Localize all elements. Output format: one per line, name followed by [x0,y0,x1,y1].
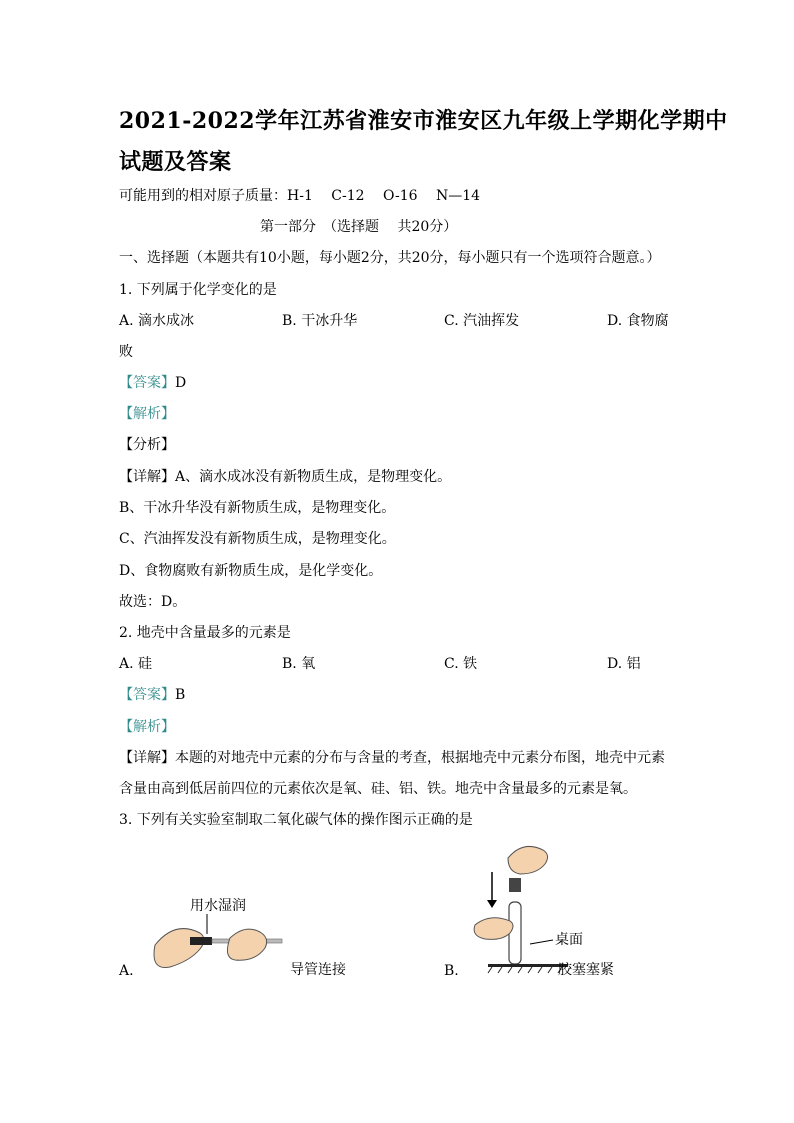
figure-b-label-bottom: 胶塞塞紧 [558,962,614,978]
q1-option-d: D. 食物腐 [607,313,669,329]
rubber-tube [190,937,212,945]
test-tube [509,902,521,964]
figure-b-stopper [470,840,645,985]
q1-answer-line [119,374,186,392]
q1-detail-d: D、食物腐败有新物质生成，是化学变化。 [119,563,383,579]
q1-option-a: A. 滴水成冰 [119,313,195,329]
q3-option-b: B. [444,963,459,979]
q1-option-c: C. 汽油挥发 [444,313,520,329]
rubber-stopper [509,878,521,892]
part-header: 第一部分 （选择题 共20分） [260,219,458,235]
answer-tag: 【答案】 [119,687,175,703]
q1-option-d-cont: 败 [119,344,133,360]
q2-detail-2: 含量由高到低居前四位的元素依次是氧、硅、铝、铁。地壳中含量最多的元素是氧。 [119,781,637,797]
figure-a-label-bottom: 导管连接 [290,962,346,978]
detail-tag: 【详解】 [119,750,175,766]
q1-detail-b: B、干冰升华没有新物质生成，是物理变化。 [119,500,396,516]
q1-detail-a [119,468,451,486]
q2-option-d: D. 铝 [607,656,641,672]
q1-detail-c: C、汽油挥发没有新物质生成，是物理变化。 [119,531,396,547]
holding-hand-icon [474,918,513,940]
page-title-line2: 试题及答案 [119,149,232,175]
q2-option-a: A. 硅 [119,656,153,672]
section-heading: 一、选择题（本题共有10小题，每小题2分，共20分，每小题只有一个选项符合题意。） [119,250,661,266]
table-hatch [488,967,562,973]
q2-option-c: C. 铁 [444,656,478,672]
figure-b-pointer [530,940,553,944]
q2-option-b: B. 氧 [282,656,316,672]
q1-stem: 1. 下列属于化学变化的是 [119,282,277,298]
figure-a-tube-connection [135,890,365,982]
figure-a-label-top: 用水湿润 [190,898,246,914]
answer-tag: 【答案】 [119,375,175,391]
q1-answer-value: D [175,375,187,391]
q1-option-b: B. 干冰升华 [282,313,358,329]
q2-analysis-tag: 【解析】 [119,719,175,735]
top-hand-icon [508,846,548,874]
right-hand-icon [227,929,266,960]
table-surface [488,964,568,967]
down-arrow-icon [487,900,497,908]
q2-detail-1 [119,749,665,767]
q3-option-a: A. [119,963,134,979]
left-hand-icon [154,929,204,968]
q2-answer-line [119,686,185,704]
q2-answer-value: B [175,687,186,703]
q3-stem: 3. 下列有关实验室制取二氧化碳气体的操作图示正确的是 [119,812,473,828]
q1-analysis-tag: 【解析】 [119,406,175,422]
page-title-line1: 2021-2022学年江苏省淮安市淮安区九年级上学期化学期中 [119,108,728,134]
q2-detail-1-text: 本题的对地壳中元素的分布与含量的考查，根据地壳中元素分布图，地壳中元素 [175,750,665,766]
q1-choose: 故选：D。 [119,594,187,610]
q2-stem: 2. 地壳中含量最多的元素是 [119,625,291,641]
atomic-mass-line: 可能用到的相对原子质量：H-1 C-12 O-16 N—14 [119,188,481,204]
detail-tag: 【详解】 [119,469,175,485]
figure-b-label-mid: 桌面 [555,932,583,948]
q1-detail-a-text: A、滴水成冰没有新物质生成，是物理变化。 [175,469,452,485]
q1-fenxi-tag: 【分析】 [119,437,175,453]
